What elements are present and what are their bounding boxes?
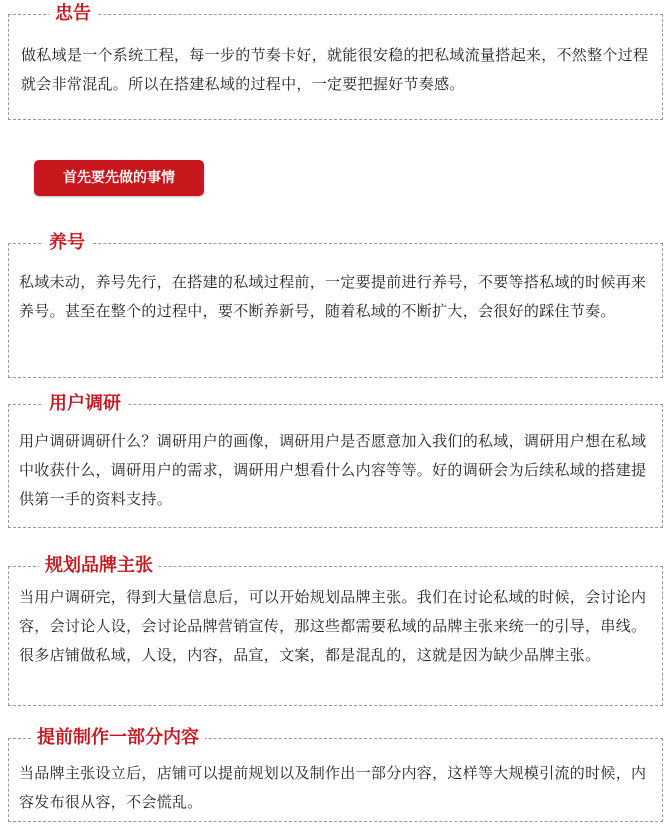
section-title-user-research: 用户调研	[43, 391, 127, 417]
section-box-prepare-content	[8, 727, 663, 822]
section-text-brand-proposition: 当用户调研完，得到大量信息后，可以开始规划品牌主张。我们在讨论私域的时候，会讨论内容，会讨论人设，会讨论品牌营销宣传，那这些都需要私域的品牌主张来统一的引导，串线。很多店铺做私域，人设，内容，品宣，文案，都是混乱的，这就是因为缺少品牌主张。	[19, 588, 647, 664]
section-box-user-research	[8, 393, 663, 528]
section-box-brand-proposition	[8, 555, 663, 706]
section-text-prepare-content: 当品牌主张设立后，店铺可以提前规划以及制作出一部分内容，这样等大规模引流的时候，内容发布很从容，不会慌乱。	[19, 764, 647, 811]
section-text-raise-account: 私域未动，养号先行，在搭建的私域过程前，一定要提前进行养号，不要等搭私域的时候再来养号。甚至在整个的过程中，要不断养新号，随着私域的不断扩大，会很好的踩住节奏。	[19, 273, 647, 320]
section-title-prepare-content: 提前制作一部分内容	[31, 725, 205, 751]
advice-text: 做私域是一个系统工程，每一步的节奏卡好，就能很安稳的把私域流量搭起来，不然整个过程就会非常混乱。所以在搭建私域的过程中，一定要把握好节奏感。	[21, 46, 649, 93]
first-steps-banner: 首先要先做的事情	[34, 160, 204, 196]
advice-box	[8, 3, 663, 120]
section-box-raise-account	[8, 232, 663, 378]
section-title-raise-account: 养号	[43, 230, 91, 256]
advice-title: 忠告	[49, 1, 97, 27]
section-text-user-research: 用户调研调研什么？调研用户的画像，调研用户是否愿意加入我们的私域，调研用户想在私域中收获什么，调研用户的需求，调研用户想看什么内容等等。好的调研会为后续私域的搭建提供第一手的资料支持。	[19, 432, 647, 508]
section-title-brand-proposition: 规划品牌主张	[39, 553, 159, 579]
